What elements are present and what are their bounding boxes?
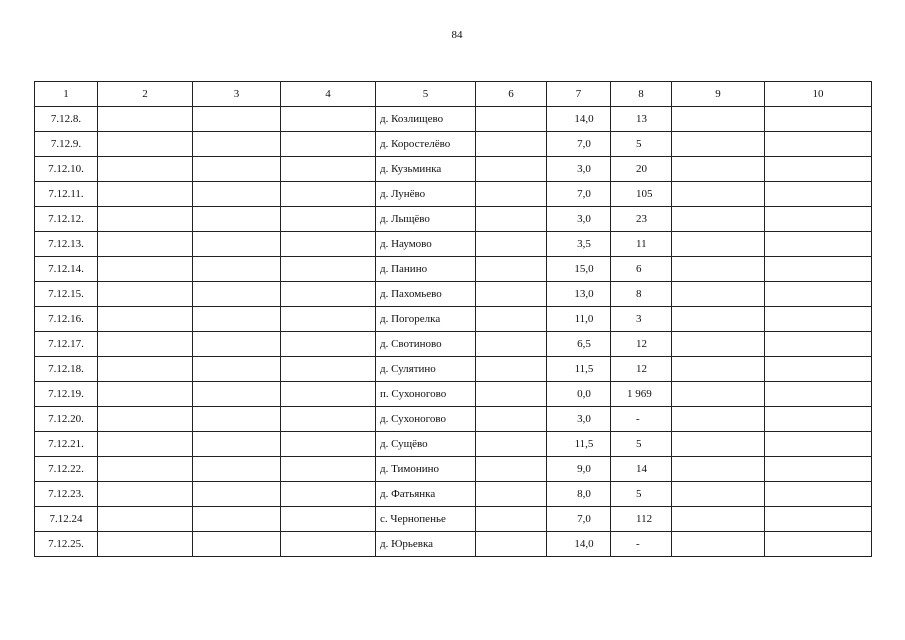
table-row: [35, 457, 872, 482]
empty-cell: [672, 432, 765, 457]
settlement-name-cell: д. Лыщёво: [376, 207, 476, 232]
empty-cell: [193, 482, 281, 507]
population-cell: 5: [611, 132, 672, 157]
population-cell: 6: [611, 257, 672, 282]
empty-cell: [476, 357, 547, 382]
settlement-name-cell: д. Козлищево: [376, 107, 476, 132]
empty-cell: [193, 357, 281, 382]
empty-cell: [193, 382, 281, 407]
table-row: [35, 157, 872, 182]
empty-cell: [281, 532, 376, 557]
column-header: 1: [35, 82, 98, 107]
empty-cell: [193, 257, 281, 282]
row-number-cell: 7.12.10.: [35, 157, 98, 182]
distance-cell: 3,0: [547, 407, 611, 432]
empty-cell: [193, 307, 281, 332]
empty-cell: [98, 332, 193, 357]
empty-cell: [193, 507, 281, 532]
table-row: [35, 257, 872, 282]
empty-cell: [765, 432, 872, 457]
row-number-cell: 7.12.21.: [35, 432, 98, 457]
empty-cell: [281, 382, 376, 407]
distance-cell: 7,0: [547, 507, 611, 532]
settlement-name-cell: д. Фатьянка: [376, 482, 476, 507]
column-header: 10: [765, 82, 872, 107]
empty-cell: [98, 432, 193, 457]
table-row: [35, 182, 872, 207]
population-cell: 5: [611, 482, 672, 507]
population-cell: 3: [611, 307, 672, 332]
table-row: [35, 482, 872, 507]
empty-cell: [98, 482, 193, 507]
empty-cell: [765, 232, 872, 257]
empty-cell: [281, 207, 376, 232]
table-row: [35, 307, 872, 332]
empty-cell: [98, 232, 193, 257]
empty-cell: [98, 207, 193, 232]
distance-cell: 3,5: [547, 232, 611, 257]
empty-cell: [476, 257, 547, 282]
empty-cell: [765, 507, 872, 532]
empty-cell: [765, 532, 872, 557]
empty-cell: [672, 357, 765, 382]
row-number-cell: 7.12.23.: [35, 482, 98, 507]
table-row: [35, 132, 872, 157]
empty-cell: [476, 282, 547, 307]
empty-cell: [765, 457, 872, 482]
row-number-cell: 7.12.19.: [35, 382, 98, 407]
empty-cell: [672, 132, 765, 157]
empty-cell: [281, 307, 376, 332]
empty-cell: [98, 382, 193, 407]
population-cell: 8: [611, 282, 672, 307]
empty-cell: [98, 307, 193, 332]
column-header: 9: [672, 82, 765, 107]
population-cell: -: [611, 407, 672, 432]
settlements-table: [34, 81, 872, 557]
settlement-name-cell: д. Кузьминка: [376, 157, 476, 182]
empty-cell: [476, 432, 547, 457]
population-cell: 105: [611, 182, 672, 207]
population-cell: 12: [611, 332, 672, 357]
settlement-name-cell: д. Лунёво: [376, 182, 476, 207]
row-number-cell: 7.12.16.: [35, 307, 98, 332]
table-row: [35, 382, 872, 407]
empty-cell: [281, 332, 376, 357]
empty-cell: [765, 132, 872, 157]
empty-cell: [281, 282, 376, 307]
column-header: 7: [547, 82, 611, 107]
table-row: [35, 207, 872, 232]
empty-cell: [765, 257, 872, 282]
empty-cell: [98, 407, 193, 432]
empty-cell: [672, 282, 765, 307]
empty-cell: [281, 407, 376, 432]
empty-cell: [281, 357, 376, 382]
empty-cell: [765, 107, 872, 132]
empty-cell: [765, 207, 872, 232]
distance-cell: 9,0: [547, 457, 611, 482]
distance-cell: 14,0: [547, 107, 611, 132]
row-number-cell: 7.12.24: [35, 507, 98, 532]
empty-cell: [281, 232, 376, 257]
row-number-cell: 7.12.14.: [35, 257, 98, 282]
empty-cell: [281, 507, 376, 532]
empty-cell: [765, 157, 872, 182]
empty-cell: [765, 482, 872, 507]
settlement-name-cell: д. Сухоногово: [376, 407, 476, 432]
population-cell: 1 969: [611, 382, 672, 407]
table-row: [35, 107, 872, 132]
empty-cell: [193, 432, 281, 457]
distance-cell: 6,5: [547, 332, 611, 357]
empty-cell: [193, 107, 281, 132]
settlement-name-cell: д. Тимонино: [376, 457, 476, 482]
distance-cell: 0,0: [547, 382, 611, 407]
empty-cell: [476, 482, 547, 507]
distance-cell: 3,0: [547, 207, 611, 232]
empty-cell: [476, 207, 547, 232]
empty-cell: [193, 532, 281, 557]
empty-cell: [476, 532, 547, 557]
empty-cell: [672, 482, 765, 507]
distance-cell: 11,5: [547, 432, 611, 457]
settlement-name-cell: с. Чернопенье: [376, 507, 476, 532]
empty-cell: [98, 532, 193, 557]
empty-cell: [281, 182, 376, 207]
empty-cell: [281, 257, 376, 282]
empty-cell: [765, 307, 872, 332]
empty-cell: [672, 307, 765, 332]
empty-cell: [765, 382, 872, 407]
population-cell: 11: [611, 232, 672, 257]
empty-cell: [765, 407, 872, 432]
empty-cell: [672, 207, 765, 232]
column-header: 3: [193, 82, 281, 107]
distance-cell: 3,0: [547, 157, 611, 182]
empty-cell: [476, 157, 547, 182]
column-header: 2: [98, 82, 193, 107]
settlement-name-cell: д. Сулятино: [376, 357, 476, 382]
empty-cell: [98, 107, 193, 132]
empty-cell: [193, 407, 281, 432]
column-header: 6: [476, 82, 547, 107]
empty-cell: [765, 282, 872, 307]
column-header: 5: [376, 82, 476, 107]
empty-cell: [281, 482, 376, 507]
empty-cell: [98, 157, 193, 182]
empty-cell: [193, 332, 281, 357]
empty-cell: [476, 457, 547, 482]
table-row: [35, 407, 872, 432]
empty-cell: [672, 257, 765, 282]
population-cell: 13: [611, 107, 672, 132]
settlement-name-cell: п. Сухоногово: [376, 382, 476, 407]
empty-cell: [672, 407, 765, 432]
empty-cell: [672, 157, 765, 182]
empty-cell: [193, 457, 281, 482]
empty-cell: [98, 507, 193, 532]
empty-cell: [281, 132, 376, 157]
row-number-cell: 7.12.25.: [35, 532, 98, 557]
empty-cell: [476, 407, 547, 432]
row-number-cell: 7.12.22.: [35, 457, 98, 482]
empty-cell: [193, 157, 281, 182]
empty-cell: [672, 382, 765, 407]
row-number-cell: 7.12.9.: [35, 132, 98, 157]
empty-cell: [476, 382, 547, 407]
empty-cell: [193, 207, 281, 232]
empty-cell: [765, 182, 872, 207]
empty-cell: [193, 282, 281, 307]
empty-cell: [281, 157, 376, 182]
table-row: [35, 507, 872, 532]
empty-cell: [672, 507, 765, 532]
distance-cell: 13,0: [547, 282, 611, 307]
column-header: 8: [611, 82, 672, 107]
row-number-cell: 7.12.12.: [35, 207, 98, 232]
distance-cell: 11,5: [547, 357, 611, 382]
empty-cell: [672, 107, 765, 132]
row-number-cell: 7.12.13.: [35, 232, 98, 257]
empty-cell: [672, 232, 765, 257]
population-cell: 112: [611, 507, 672, 532]
empty-cell: [281, 457, 376, 482]
population-cell: 5: [611, 432, 672, 457]
settlement-name-cell: д. Свотиново: [376, 332, 476, 357]
settlement-name-cell: д. Юрьевка: [376, 532, 476, 557]
empty-cell: [98, 182, 193, 207]
row-number-cell: 7.12.11.: [35, 182, 98, 207]
row-number-cell: 7.12.18.: [35, 357, 98, 382]
empty-cell: [765, 332, 872, 357]
table-row: [35, 357, 872, 382]
population-cell: 23: [611, 207, 672, 232]
empty-cell: [98, 457, 193, 482]
row-number-cell: 7.12.15.: [35, 282, 98, 307]
empty-cell: [476, 232, 547, 257]
page-number: 84: [451, 29, 463, 41]
population-cell: 20: [611, 157, 672, 182]
empty-cell: [765, 357, 872, 382]
population-cell: 14: [611, 457, 672, 482]
empty-cell: [281, 432, 376, 457]
empty-cell: [193, 182, 281, 207]
empty-cell: [476, 307, 547, 332]
row-number-cell: 7.12.20.: [35, 407, 98, 432]
empty-cell: [672, 332, 765, 357]
distance-cell: 7,0: [547, 182, 611, 207]
empty-cell: [281, 107, 376, 132]
empty-cell: [98, 357, 193, 382]
distance-cell: 15,0: [547, 257, 611, 282]
distance-cell: 8,0: [547, 482, 611, 507]
empty-cell: [98, 132, 193, 157]
table-row: [35, 282, 872, 307]
empty-cell: [193, 232, 281, 257]
table-row: [35, 432, 872, 457]
table-row: [35, 532, 872, 557]
settlement-name-cell: д. Коростелёво: [376, 132, 476, 157]
empty-cell: [476, 132, 547, 157]
settlement-name-cell: д. Панино: [376, 257, 476, 282]
empty-cell: [98, 282, 193, 307]
settlement-name-cell: д. Наумово: [376, 232, 476, 257]
column-header: 4: [281, 82, 376, 107]
table-row: [35, 232, 872, 257]
settlement-name-cell: д. Погорелка: [376, 307, 476, 332]
empty-cell: [98, 257, 193, 282]
empty-cell: [476, 332, 547, 357]
table-row: [35, 332, 872, 357]
row-number-cell: 7.12.17.: [35, 332, 98, 357]
empty-cell: [672, 457, 765, 482]
distance-cell: 11,0: [547, 307, 611, 332]
empty-cell: [476, 507, 547, 532]
empty-cell: [476, 107, 547, 132]
empty-cell: [476, 182, 547, 207]
settlement-name-cell: д. Сущёво: [376, 432, 476, 457]
table-body: [35, 107, 872, 557]
settlement-name-cell: д. Пахомьево: [376, 282, 476, 307]
empty-cell: [672, 532, 765, 557]
distance-cell: 7,0: [547, 132, 611, 157]
header-row: [35, 82, 872, 107]
row-number-cell: 7.12.8.: [35, 107, 98, 132]
distance-cell: 14,0: [547, 532, 611, 557]
population-cell: -: [611, 532, 672, 557]
population-cell: 12: [611, 357, 672, 382]
empty-cell: [672, 182, 765, 207]
empty-cell: [193, 132, 281, 157]
